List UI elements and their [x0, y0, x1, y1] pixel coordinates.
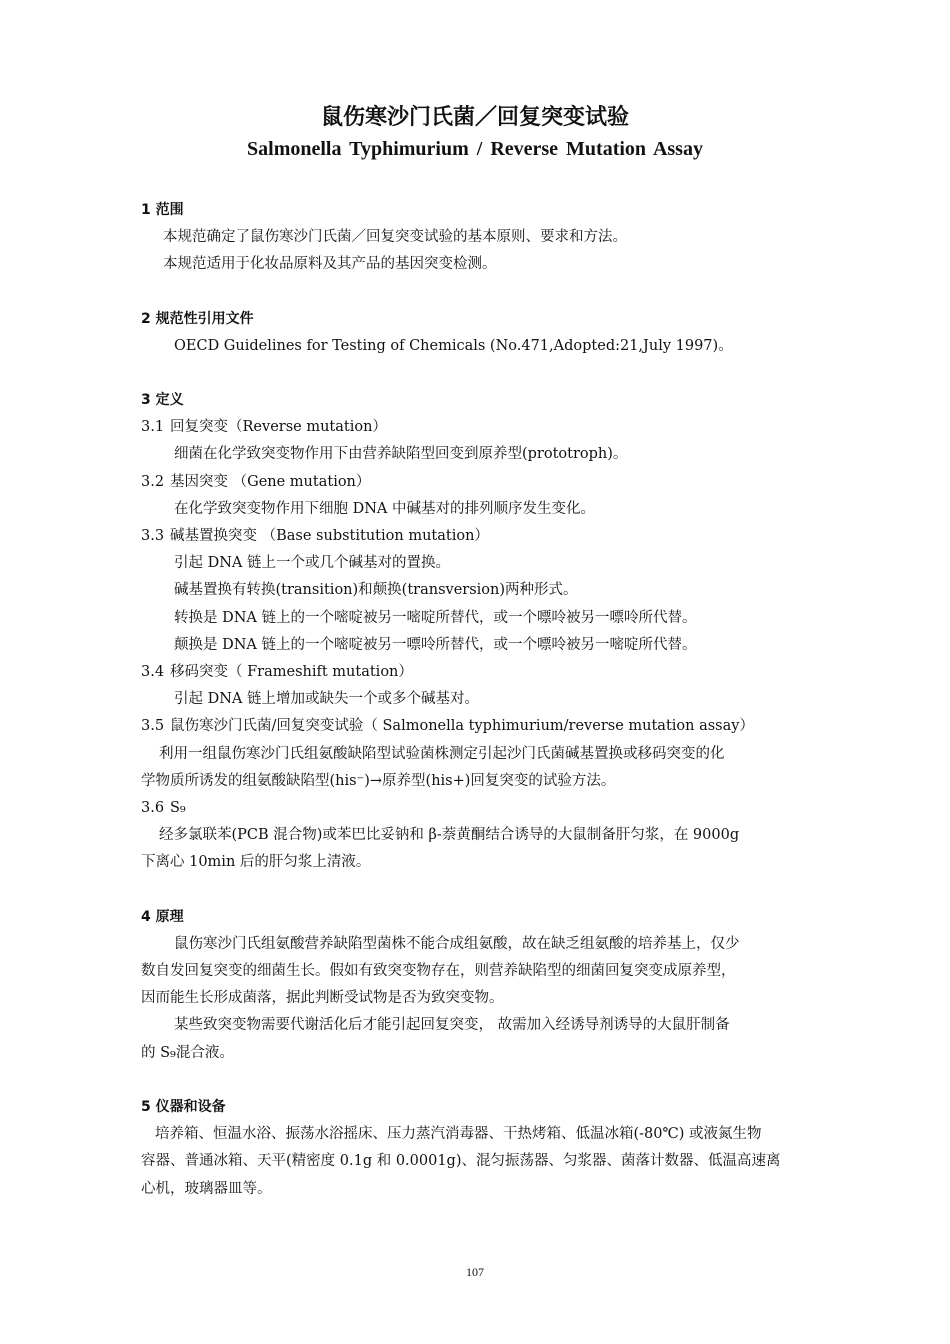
definition-text: 下离心 10min 后的肝匀浆上清液。	[141, 854, 371, 871]
definition-text: 在化学致突变物作用下细胞 DNA 中碱基对的排列顺序发生变化。	[174, 500, 596, 517]
definition-3-2-title	[141, 469, 821, 496]
definition-title: 移码突变（ Frameshift mutation）	[170, 664, 413, 681]
section-5-paragraph: 容器、普通冰箱、天平(精密度 0.1g 和 0.0001g)、混匀振荡器、匀浆器、菌落计数器、低温高速离	[141, 1153, 781, 1170]
definition-title: S₉	[170, 800, 186, 817]
definition-number: 3.3	[141, 528, 165, 545]
definition-text: 学物质所诱发的组氨酸缺陷型(his⁻)→原养型(his+)回复突变的试验方法。	[141, 772, 616, 789]
definition-3-4-title	[141, 659, 821, 686]
section-1-heading: 1 范围	[141, 202, 184, 218]
section-2-heading: 2 规范性引用文件	[141, 310, 254, 327]
definition-title: 鼠伤寒沙门氏菌/回复突变试验（ Salmonella typhimurium/reverse mutation assay）	[170, 718, 754, 735]
definition-text: 经多氯联苯(PCB 混合物)或苯巴比妥钠和 β-萘黄酮结合诱导的大鼠制备肝匀浆，在 9000g	[159, 827, 740, 844]
page-number: 107	[466, 1265, 484, 1279]
definition-title: 回复突变（Reverse mutation）	[170, 419, 387, 436]
definition-number: 3.1	[141, 419, 165, 436]
section-1-paragraph: 本规范适用于化妆品原料及其产品的基因突变检测。	[163, 256, 497, 273]
section-3-heading: 3 定义	[141, 392, 184, 409]
definition-3-5-title	[141, 713, 821, 740]
section-4-paragraph: 数自发回复突变的细菌生长。假如有致突变物存在，则营养缺陷型的细菌回复突变成原养型，	[141, 963, 736, 980]
definition-text: 转换是 DNA 链上的一个嘧啶被另一嘧啶所替代，或一个嘌呤被另一嘌呤所代替。	[174, 609, 697, 626]
definition-title: 碱基置换突变 （Base substitution mutation）	[170, 528, 489, 545]
definition-title: 基因突变 （Gene mutation）	[170, 473, 371, 490]
definition-3-6-title	[141, 795, 821, 822]
section-4-heading: 4 原理	[141, 908, 184, 925]
definition-number: 3.2	[141, 473, 165, 490]
section-4-paragraph: 的 S₉混合液。	[141, 1044, 234, 1061]
definition-text: 颠换是 DNA 链上的一个嘧啶被另一嘌呤所替代，或一个嘌呤被另一嘧啶所代替。	[174, 636, 697, 653]
definition-3-3-title	[141, 523, 821, 550]
section-2-paragraph: OECD Guidelines for Testing of Chemicals (No.471,Adopted:21,July 1997)。	[174, 337, 733, 354]
definition-text: 利用一组鼠伤寒沙门氏组氨酸缺陷型试验菌株测定引起沙门氏菌碱基置换或移码突变的化	[159, 745, 725, 762]
section-4-paragraph: 某些致突变物需要代谢活化后才能引起回复突变， 故需加入经诱导剂诱导的大鼠肝制备	[174, 1017, 730, 1034]
definition-number: 3.6	[141, 800, 165, 817]
section-1-paragraph: 本规范确定了鼠伤寒沙门氏菌／回复突变试验的基本原则、要求和方法。	[163, 229, 627, 246]
definition-text: 碱基置换有转换(transition)和颠换(transversion)两种形式。	[174, 582, 578, 599]
title-chinese: 鼠伤寒沙门氏菌／回复突变试验	[320, 105, 629, 130]
definition-text: 细菌在化学致突变物作用下由营养缺陷型回变到原养型(prototroph)。	[174, 446, 628, 463]
definition-text: 引起 DNA 链上增加或缺失一个或多个碱基对。	[174, 691, 480, 708]
section-5-paragraph: 心机，玻璃器皿等。	[141, 1180, 272, 1197]
section-5-paragraph: 培养箱、恒温水浴、振荡水浴摇床、压力蒸汽消毒器、干热烤箱、低温冰箱(-80℃) 或液氮生物	[155, 1126, 762, 1143]
section-4-paragraph: 因而能生长形成菌落，据此判断受试物是否为致突变物。	[141, 990, 504, 1007]
definition-number: 3.4	[141, 664, 165, 681]
definition-number: 3.5	[141, 718, 165, 735]
document-body	[141, 197, 821, 1203]
section-4-paragraph: 鼠伤寒沙门氏组氨酸营养缺陷型菌株不能合成组氨酸，故在缺乏组氨酸的培养基上，仅少	[174, 935, 740, 952]
definition-text: 引起 DNA 链上一个或几个碱基对的置换。	[174, 555, 451, 572]
definition-3-1-title	[141, 414, 821, 441]
section-5-heading: 5 仪器和设备	[141, 1098, 226, 1115]
title-english: Salmonella Typhimurium / Reverse Mutation Assay	[247, 138, 703, 160]
